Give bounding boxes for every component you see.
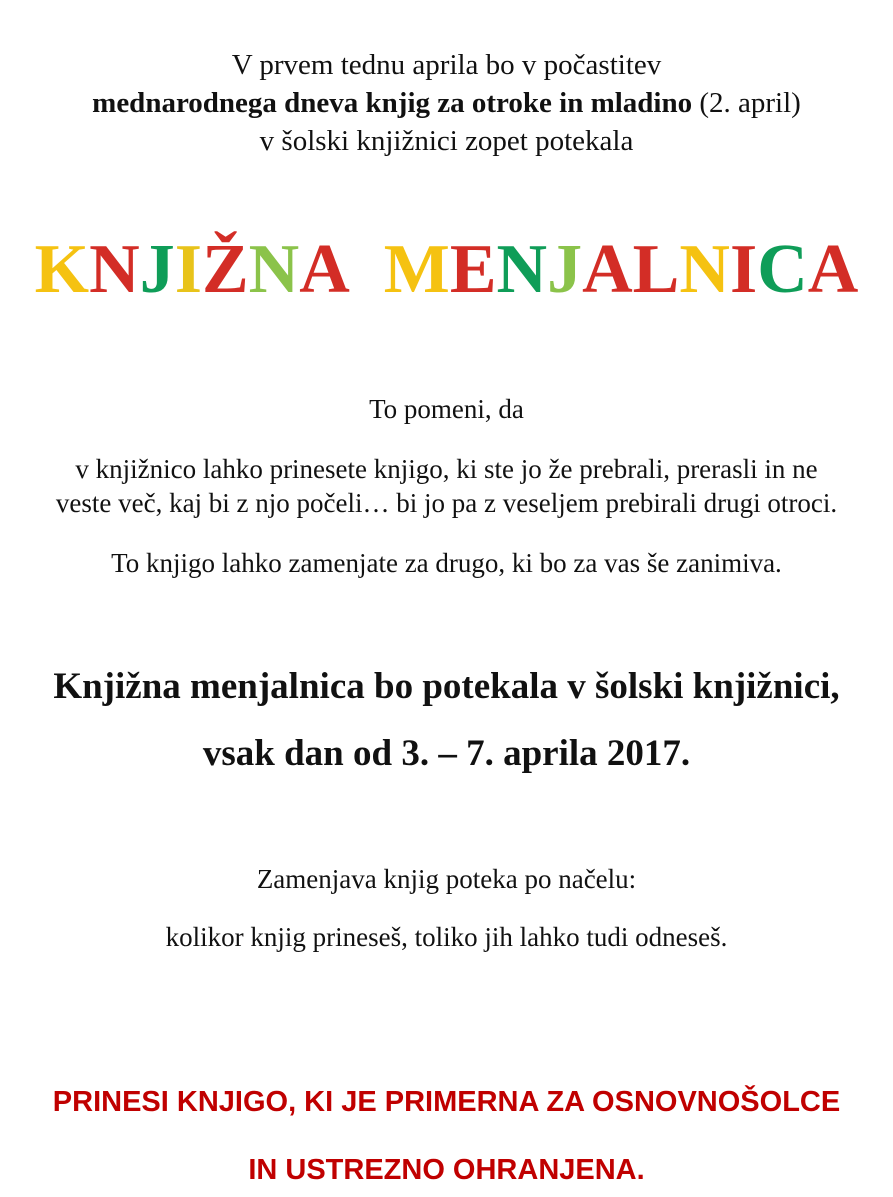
meaning-text: To pomeni, da [369, 394, 524, 424]
title-word-1-letter-1: K [34, 231, 90, 308]
title-word-2-letter-9: C [757, 231, 808, 308]
title-word-1 [35, 231, 350, 308]
title-word-2-letter-8: I [729, 231, 758, 308]
intro-date: (2. april) [692, 87, 801, 119]
title-word-1-letter-6: N [248, 231, 300, 308]
title-word-2-letter-5: A [582, 231, 633, 308]
title-word-2 [384, 231, 859, 308]
title-word-2-letter-7: N [679, 231, 730, 308]
description-line-2: veste več, kaj bi z njo počeli… bi jo pa z veseljem prebirali drugi otroci. [55, 488, 838, 518]
title-word-1-letter-4: I [174, 231, 202, 308]
notice-line-2: IN USTREZNO OHRANJENA. [248, 1154, 645, 1186]
schedule-line-1: Knjižna menjalnica bo potekala v šolski knjižnici, [53, 666, 840, 707]
title-word-2-letter-3: N [496, 231, 548, 308]
title-word-2-letter-4: J [547, 231, 583, 308]
schedule-line-2: vsak dan od 3. – 7. aprila 2017. [202, 733, 691, 774]
title-word-1-letter-5: Ž [201, 231, 249, 308]
intro-day-name: mednarodnega dneva knjig za otroke in mladino [92, 87, 693, 119]
rule-line-1: Zamenjava knjig poteka po načelu: [256, 864, 637, 894]
title-word-2-letter-2: E [449, 231, 497, 308]
intro-line-2 [0, 86, 893, 120]
notice-line-1: PRINESI KNJIGO, KI JE PRIMERNA ZA OSNOVNOŠOLCE [52, 1086, 841, 1118]
title-word-2-letter-10: A [807, 231, 859, 308]
title-word-2-letter-6: L [632, 231, 680, 308]
title-word-1-letter-7: A [299, 231, 350, 308]
title-word-1-letter-3: J [139, 231, 175, 308]
title-word-1-letter-2: N [89, 231, 140, 308]
intro-line-1: V prvem tednu aprila bo v počastitev [231, 49, 662, 81]
description-line-1: v knjižnico lahko prinesete knjigo, ki ste jo že prebrali, prerasli in ne [75, 454, 818, 484]
title-word-2-letter-1: M [383, 231, 450, 308]
rule-line-2: kolikor knjig prineseš, toliko jih lahko tudi odneseš. [165, 922, 728, 952]
exchange-text: To knjigo lahko zamenjate za drugo, ki bo za vas še zanimiva. [111, 548, 782, 578]
page-title [0, 228, 893, 312]
intro-line-3: v šolski knjižnici zopet potekala [259, 125, 634, 157]
